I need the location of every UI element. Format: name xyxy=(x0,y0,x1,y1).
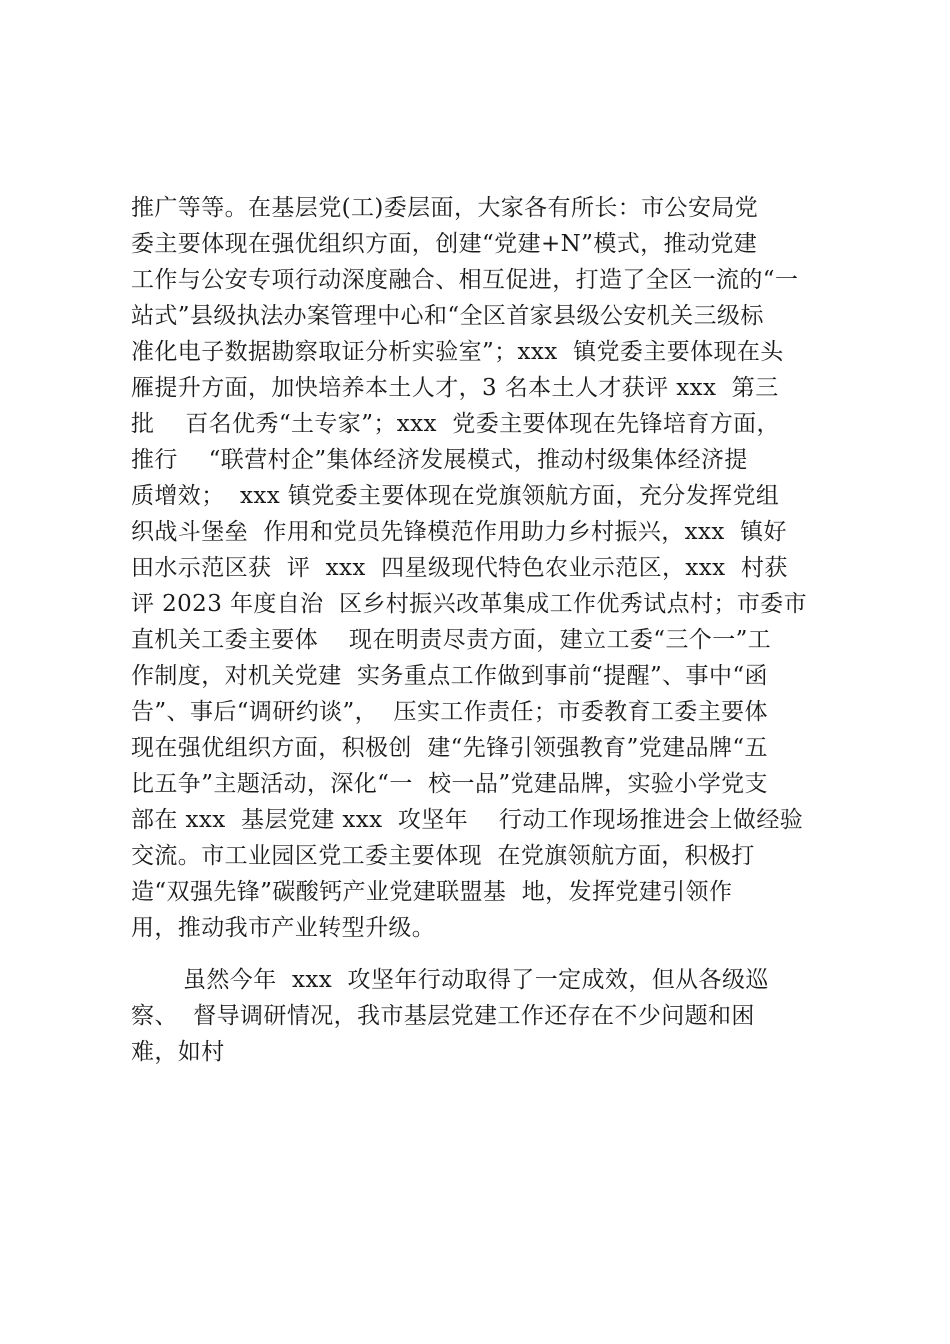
paragraph-1-line: 工作与公安专项行动深度融合、相互促进，打造了全区一流的“一 xyxy=(131,267,799,293)
paragraph-1-line: 现在强优组织方面，积极创 建“先锋引领强教育”党建品牌“五 xyxy=(131,735,768,761)
paragraph-1-line: 织战斗堡垒 作用和党员先锋模范作用助力乡村振兴，xxx 镇好 xyxy=(131,519,787,545)
paragraph-1-line: 推广等等。在基层党(工)委层面，大家各有所长：市公安局党 xyxy=(131,195,759,221)
paragraph-1-line: 评 2023 年度自治 区乡村振兴改革集成工作优秀试点村；市委市 xyxy=(131,591,807,617)
paragraph-1-line: 准化电子数据勘察取证分析实验室”；xxx 镇党委主要体现在头 xyxy=(131,339,784,365)
paragraph-2-line: 察、 督导调研情况，我市基层党建工作还存在不少问题和困 xyxy=(131,1003,755,1029)
paragraph-1-line: 推行 “联营村企”集体经济发展模式，推动村级集体经济提 xyxy=(131,447,748,473)
paragraph-2-line: 虽然今年 xxx 攻坚年行动取得了一定成效，但从各级巡 xyxy=(183,967,769,993)
paragraph-1-line: 质增效； xxx 镇党委主要体现在党旗领航方面，充分发挥党组 xyxy=(131,483,780,509)
paragraph-1-line: 直机关工委主要体 现在明责尽责方面，建立工委“三个一”工 xyxy=(131,627,772,653)
paragraph-1-line: 用，推动我市产业转型升级。 xyxy=(131,915,436,941)
paragraph-1-line: 比五争”主题活动，深化“一 校一品”党建品牌，实验小学党支 xyxy=(131,771,768,797)
paragraph-1-line: 交流。市工业园区党工委主要体现 在党旗领航方面，积极打 xyxy=(131,843,755,869)
paragraph-1-line: 雁提升方面，加快培养本土人才，3 名本土人才获评 xxx 第三 xyxy=(131,375,779,401)
paragraph-1-line: 委主要体现在强优组织方面，创建“党建+N”模式，推动党建 xyxy=(131,231,758,257)
paragraph-1-line: 造“双强先锋”碳酸钙产业党建联盟基 地，发挥党建引领作 xyxy=(131,879,733,905)
paragraph-1-line: 批 百名优秀“土专家”；xxx 党委主要体现在先锋培育方面， xyxy=(131,411,780,437)
paragraph-1-line: 田水示范区获 评 xxx 四星级现代特色农业示范区，xxx 村获 xyxy=(131,555,788,581)
paragraph-1-line: 部在 xxx 基层党建 xxx 攻坚年 行动工作现场推进会上做经验 xyxy=(131,807,804,833)
paragraph-1-line: 告”、事后“调研约谈”， 压实工作责任；市委教育工委主要体 xyxy=(131,699,768,725)
paragraph-1-line: 站式”县级执法办案管理中心和“全区首家县级公安机关三级标 xyxy=(131,303,764,329)
paragraph-2-line: 难，如村 xyxy=(131,1039,225,1065)
paragraph-1-line: 作制度，对机关党建 实务重点工作做到事前“提醒”、事中“函 xyxy=(131,663,768,689)
